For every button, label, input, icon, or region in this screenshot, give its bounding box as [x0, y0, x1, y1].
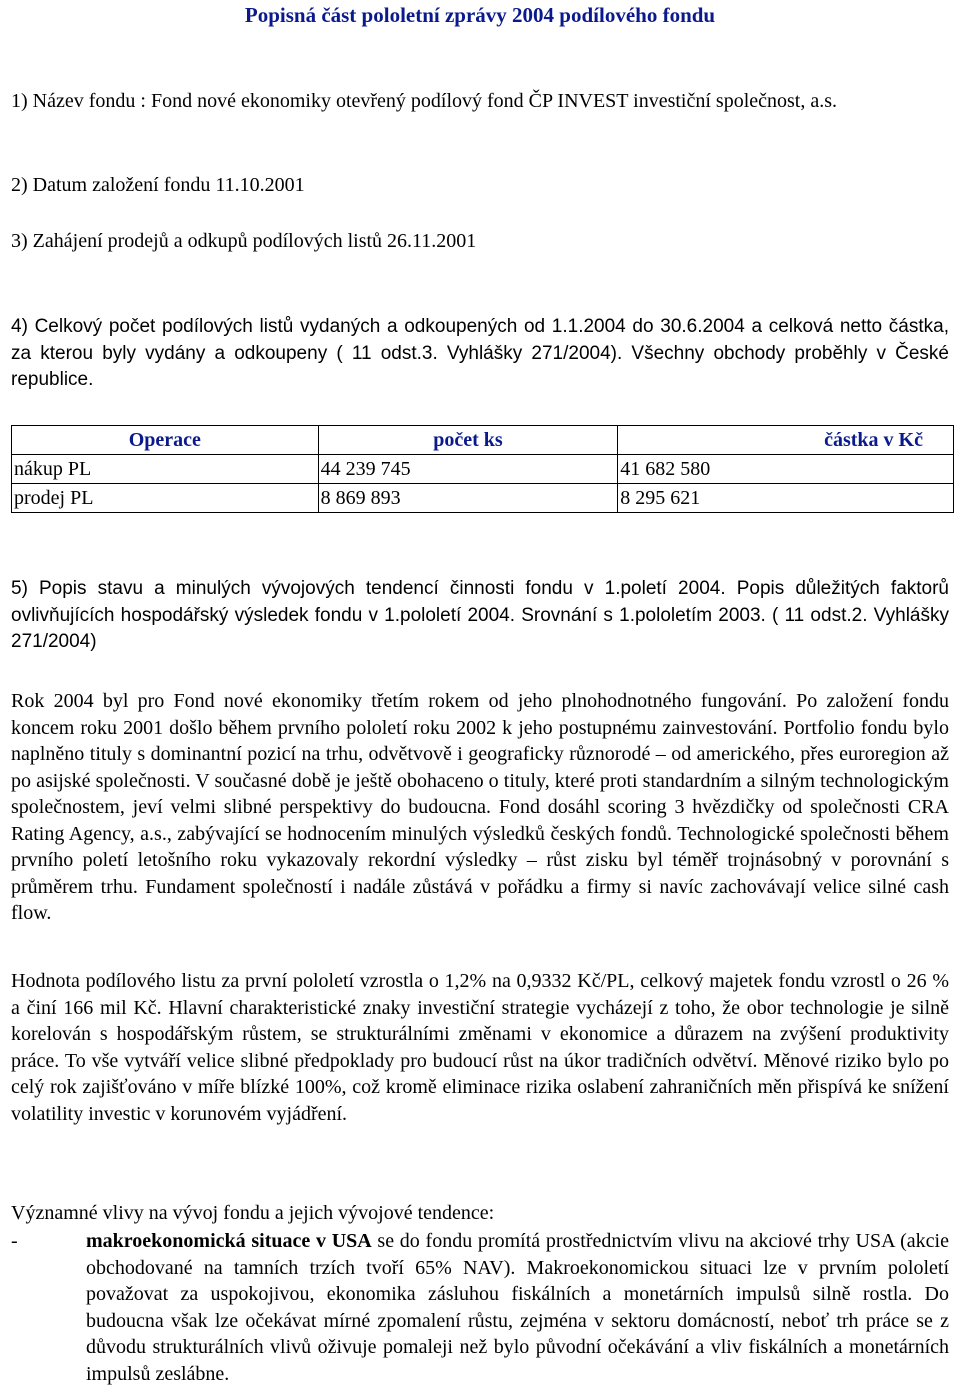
- bullet-bold-text: makroekonomická situace v USA: [86, 1230, 372, 1252]
- section-founding-date: 2) Datum založení fondu 11.10.2001: [11, 174, 305, 196]
- operations-table: [11, 425, 954, 513]
- table-row: [12, 455, 954, 484]
- table-cell: 8 869 893: [318, 484, 618, 513]
- section-sales-start: 3) Zahájení prodejů a odkupů podílových listů 26.11.2001: [11, 230, 477, 252]
- table-cell: 41 682 580: [618, 455, 954, 484]
- influences-heading: Významné vlivy na vývoj fondu a jejich vývojové tendence:: [11, 1202, 495, 1224]
- table-header-cell: částka v Kč: [618, 426, 954, 455]
- bullet-text: [86, 1228, 949, 1387]
- document-title: Popisná část pololetní zprávy 2004 podílového fondu: [244, 3, 716, 27]
- table-cell: 8 295 621: [618, 484, 954, 513]
- paragraph-unit-value: Hodnota podílového listu za první pololetí vzrostla o 1,2% na 0,9332 Kč/PL, celkový majetek fondu vzrostl o 26 % a činí 166 mil Kč. Hlavní charakteristické znaky investiční strategie vycházejí z toho, že obor technologie je silně korelován s hospodářským růstem, se strukturálními změnami v ekonomice a důrazem na zvýšení produktivity práce. To vše vytváří velice slibné předpoklady pro budoucí růst na úkor tradičních odvětví. Měnové riziko bylo po celý rok zajišťováno v míře blízké 100%, což kromě eliminace rizika oslabení zahraničních měn přispívá ke snížení volatility investic v korunovém vyjádření.: [11, 970, 949, 1125]
- table-cell: 44 239 745: [318, 455, 618, 484]
- section-units-issued: 4) Celkový počet podílových listů vydaných a odkoupených od 1.1.2004 do 30.6.2004 a celková netto částka, za kterou byly vydány a odkoupeny ( 11 odst.3. Vyhlášky 271/2004). Všechny obchody proběhly v České republice.: [11, 316, 949, 390]
- table-cell: nákup PL: [12, 455, 319, 484]
- table-row: [12, 484, 954, 513]
- table-header-cell: Operace: [12, 426, 319, 455]
- table-header-row: [12, 426, 954, 455]
- table-header-cell: počet ks: [318, 426, 618, 455]
- bullet-marker: -: [11, 1230, 18, 1252]
- section-fund-name: 1) Název fondu : Fond nové ekonomiky otevřený podílový fond ČP INVEST investiční společnost, a.s.: [11, 90, 838, 112]
- section-description: 5) Popis stavu a minulých vývojových tendencí činnosti fondu v 1.poletí 2004. Popis důležitých faktorů ovlivňujících hospodářský výsledek fondu v 1.pololetí 2004. Srovnání s 1.pololetím 2003. ( 11 odst.2. Vyhlášky 271/2004): [11, 578, 949, 652]
- bullet-body-text: se do fondu promítá prostřednictvím vlivu na akciové trhy USA (akcie obchodované na tamních trzích tvoří 65% NAV). Makroekonomickou situaci lze v prvním pololetí považovat za uspokojivou, ekonomika zásluhou fiskálních a monetárních impulsů silně rostla. Do budoucna však lze očekávat mírné zpomalení růstu, zejména v sektoru domácností, neboť trh práce se z důvodu strukturálních vlivů oživuje pomaleji než bylo původní očekávání a vliv fiskálních a monetárních impulsů zeslábne.: [86, 1230, 949, 1385]
- table-cell: prodej PL: [12, 484, 319, 513]
- paragraph-fund-history: Rok 2004 byl pro Fond nové ekonomiky třetím rokem od jeho plnohodnotného fungování. Po založení fondu koncem roku 2001 došlo během prvního pololetí roku 2002 k jeho postupnému zainvestování. Portfolio fondu bylo naplněno tituly s dominantní pozicí na trhu, odvětvově i geograficky různorodé – od amerického, přes euroregion až po asijské společnosti. V současné době je ještě obohaceno o tituly, které proti standardním a silným technologickým společnostem, jeví velmi slibné perspektivy do budoucna. Fond dosáhl scoring 3 hvězdičky od společnosti CRA Rating Agency, a.s., zabývající se hodnocením minulých výsledků českých fondů. Technologické společnosti během prvního poletí letošního roku vykazovaly rekordní výsledky – růst zisku byl téměř trojnásobný v porovnání s průměrem trhu. Fundament společností i nadále zůstává v pořádku a firmy si navíc zachovávají velice silné cash flow.: [11, 690, 949, 924]
